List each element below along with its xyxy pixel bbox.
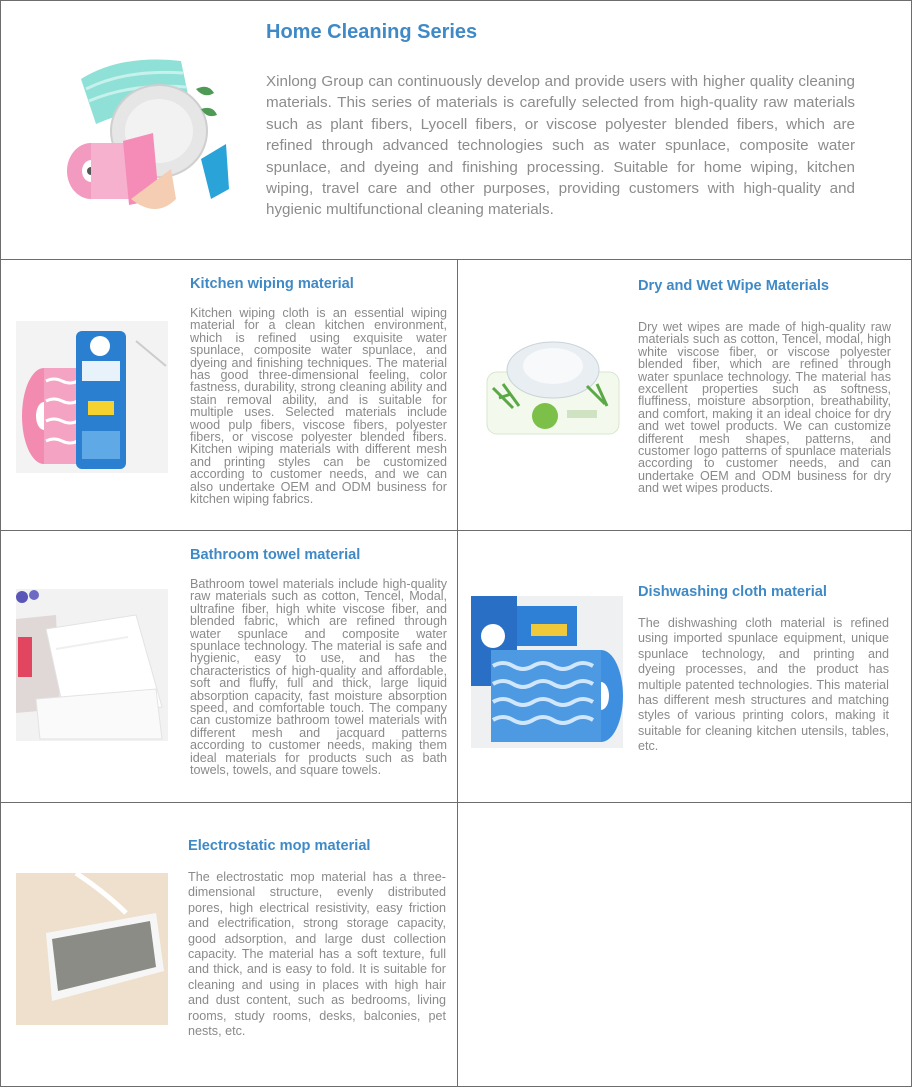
bathroom-towel-description: Bathroom towel materials include high-quality raw materials such as cotton, Tencel, Modal, ultrafine fiber, high white viscose fiber, and blended fabric, which are refined through water spunlace and composite water spunlace technology. The material is safe and hygienic, easy to use, and has the characteristics of high-quality and affordable, soft and fluffy, full and thick, large liquid absorption capacity, fast moisture absorption speed, and comfortable touch. The company can customize bathroom towel materials with different mesh and jacquard patterns according to customer needs, making them ideal materials for products such as bath towels, towels, and square towels. — [190, 577, 447, 778]
dry-wet-wipe-title: Dry and Wet Wipe Materials — [638, 278, 829, 294]
bathroom-towel-image — [16, 589, 168, 741]
divider — [0, 530, 912, 531]
dishwashing-cloth-title: Dishwashing cloth material — [638, 584, 827, 600]
kitchen-wiping-title: Kitchen wiping material — [190, 276, 354, 292]
kitchen-wiping-description: Kitchen wiping cloth is an essential wiping material for a clean kitchen environment, which is refined using exquisite water spunlace, composite water spunlace, and dyeing and finishing techniques. The material has good three-dimensional feeling, color fastness, durability, strong cleaning ability and stain removal ability, and is suitable for multiple uses. Selected materials include wood pulp fibers, viscose fibers, polyester fibers, or viscose polyester blended fibers. Kitchen wiping materials with different mesh and printing styles can be customized according to customer needs, and we can also undertake OEM and ODM business for kitchen wiping fabrics. — [190, 306, 447, 507]
dry-wet-wipe-description: Dry wet wipes are made of high-quality raw materials such as cotton, Tencel, modal, high white viscose fiber, or viscose polyester blended fiber, which are refined through water spunlace technology. The material has excellent properties such as softness, fluffiness, moisture absorption, breathability, and comfort, making it an ideal choice for dry and wet towel products. We can customize different mesh shapes, patterns, and customer logo patterns of spunlace materials according to customer needs, and can undertake OEM and ODM business for dry and wet wipes products. — [638, 320, 891, 496]
dishwashing-cloth-roll-image — [471, 596, 623, 748]
column-divider — [457, 259, 458, 1087]
bathroom-towel-title: Bathroom towel material — [190, 547, 361, 563]
wet-wipes-pack-image — [483, 328, 623, 440]
home-cleaning-series-section — [1, 1, 911, 259]
hero-product-image — [61, 49, 231, 219]
electrostatic-mop-description: The electrostatic mop material has a three-dimensional structure, evenly distributed pores, high electrical resistivity, easy friction and electrification, strong storage capacity, good adsorption, and large dust collection capacity. The material has a soft texture, full and thick, and is easy to fold. It is suitable for cleaning and using in places with high hair and dust content, such as bedrooms, living rooms, study rooms, desks, balconies, pet nests, etc. — [188, 870, 446, 1039]
series-description: Xinlong Group can continuously develop and provide users with higher quality cleaning materials. This series of materials is carefully selected from high-quality raw materials such as plant fibers, Lyocell fibers, or viscose polyester blended fibers, which are refined through advanced technologies such as water spunlace, composite water spunlace, and dyeing and finishing processing. Suitable for home wiping, kitchen wiping, travel care and other purposes, providing customers with high-quality and hygienic multifunctional cleaning materials. — [266, 73, 855, 219]
kitchen-cloth-roll-image — [16, 321, 168, 473]
divider — [0, 259, 912, 260]
divider — [0, 802, 912, 803]
electrostatic-mop-title: Electrostatic mop material — [188, 838, 371, 854]
page-title: Home Cleaning Series — [266, 21, 478, 43]
dishwashing-cloth-description: The dishwashing cloth material is refined using imported spunlace equipment, unique spunlace technology, and printing and dyeing processes, and the product has multiple patented technologies. This material has different mesh structures and matching styles of various printing colors, making it suitable for cleaning kitchen utensils, tables, etc. — [638, 616, 889, 754]
electrostatic-mop-image — [16, 873, 168, 1025]
